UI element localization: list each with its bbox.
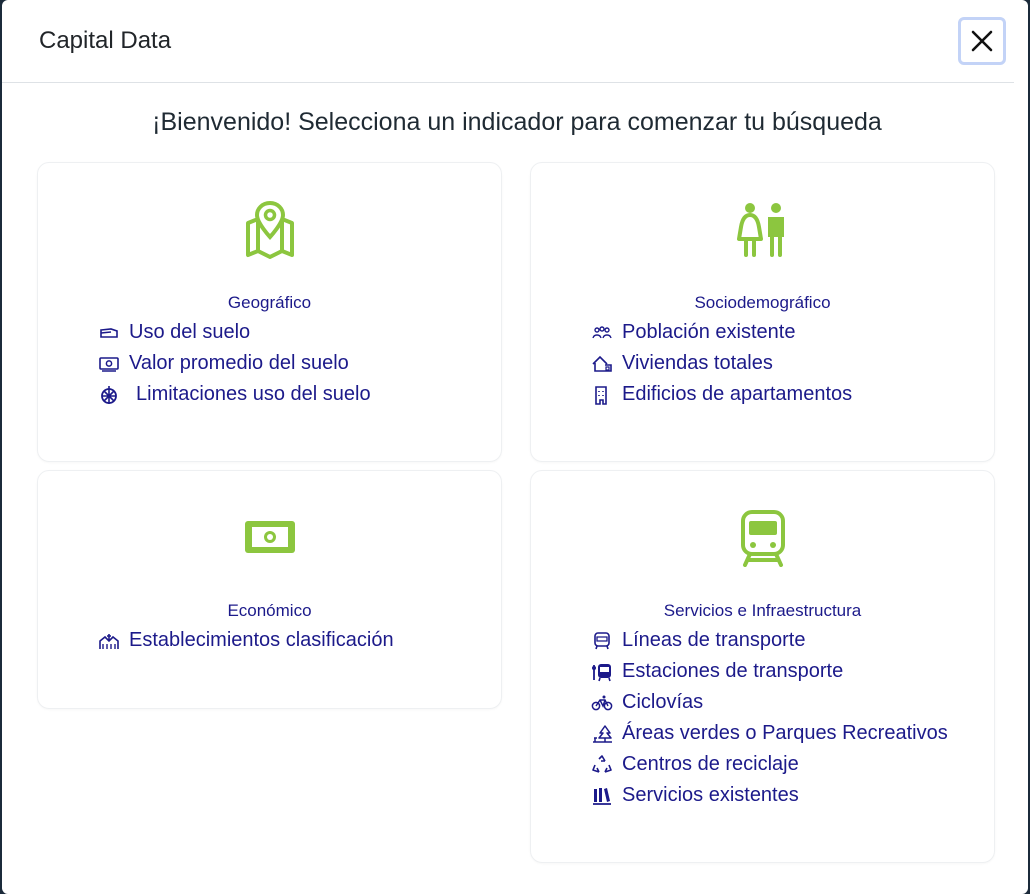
recycle-icon	[591, 754, 613, 776]
item-label: Viviendas totales	[622, 352, 773, 374]
house-icon	[591, 353, 613, 375]
indicator-valor-promedio[interactable]	[98, 348, 371, 379]
item-label: Estaciones de transporte	[622, 660, 844, 682]
indicator-uso-del-suelo[interactable]	[98, 317, 371, 348]
indicator-edificios[interactable]	[591, 379, 852, 410]
indicator-limitaciones[interactable]	[98, 379, 371, 410]
train-icon	[740, 509, 786, 567]
indicator-estaciones-transporte[interactable]	[591, 656, 948, 687]
item-label: Uso del suelo	[129, 321, 251, 343]
item-label: Líneas de transporte	[622, 629, 806, 651]
item-label: Población existente	[622, 321, 796, 343]
building-icon	[591, 384, 613, 406]
card-economico	[37, 470, 502, 709]
indicator-viviendas[interactable]	[591, 348, 852, 379]
restriction-icon	[98, 384, 120, 406]
map-pin-icon	[242, 201, 298, 259]
card-title: Sociodemográfico	[694, 293, 831, 312]
bus-icon	[591, 630, 613, 652]
close-button[interactable]	[958, 17, 1006, 65]
item-label: Centros de reciclaje	[622, 753, 799, 775]
indicator-poblacion[interactable]	[591, 317, 852, 348]
indicator-areas-verdes[interactable]	[591, 718, 948, 749]
indicator-reciclaje[interactable]	[591, 749, 948, 780]
park-icon	[591, 723, 613, 745]
item-label: Áreas verdes o Parques Recreativos	[622, 722, 948, 744]
banknote-icon	[242, 517, 298, 557]
bicycle-icon	[591, 692, 613, 714]
item-label: Establecimientos clasificación	[129, 629, 394, 651]
card-sociodemografico	[530, 162, 995, 462]
people-icon	[735, 201, 791, 259]
money-icon	[98, 353, 120, 375]
card-geografico	[37, 162, 502, 462]
item-label: Ciclovías	[622, 691, 704, 713]
item-label: Valor promedio del suelo	[129, 352, 349, 374]
close-icon	[970, 29, 994, 53]
card-title: Servicios e Infraestructura	[663, 601, 862, 620]
card-servicios	[530, 470, 995, 863]
card-title: Económico	[227, 601, 312, 620]
establishment-icon	[98, 630, 120, 652]
item-label: Servicios existentes	[622, 784, 799, 806]
welcome-heading: ¡Bienvenido! Selecciona un indicador para comenzar tu búsqueda	[152, 108, 882, 136]
land-icon	[98, 322, 120, 344]
item-label: Edificios de apartamentos	[622, 383, 853, 405]
indicator-lineas-transporte[interactable]	[591, 625, 948, 656]
modal-header	[2, 0, 1014, 83]
item-label: Limitaciones uso del suelo	[136, 383, 371, 405]
books-icon	[591, 785, 613, 807]
card-title: Geográfico	[227, 293, 312, 312]
modal-title: Capital Data	[39, 27, 172, 54]
modal-dialog	[2, 0, 1028, 894]
indicator-establecimientos[interactable]	[98, 625, 394, 656]
population-icon	[591, 322, 613, 344]
station-icon	[591, 661, 613, 683]
indicator-ciclovias[interactable]	[591, 687, 948, 718]
indicator-servicios-existentes[interactable]	[591, 780, 948, 811]
